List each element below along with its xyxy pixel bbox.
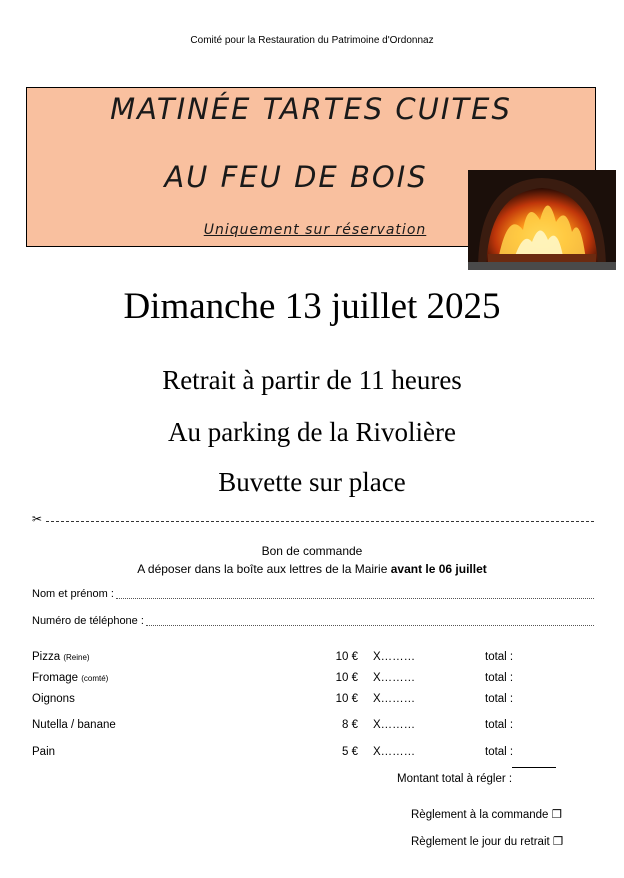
- scissors-icon: ✂: [32, 512, 43, 526]
- deadline-text: avant le 06 juillet: [390, 562, 487, 576]
- phone-field[interactable]: [32, 615, 594, 627]
- order-row-nutella: [32, 719, 572, 733]
- cut-line: [32, 514, 594, 528]
- item-qty[interactable]: X………: [373, 672, 416, 684]
- item-name: Oignons: [32, 693, 75, 705]
- phone-label: Numéro de téléphone :: [32, 615, 144, 627]
- order-row-pizza: [32, 651, 572, 665]
- item-price: 10 €: [335, 651, 358, 663]
- total-amount-label: Montant total à régler :: [397, 773, 513, 785]
- item-qty[interactable]: X………: [373, 693, 416, 705]
- item-price: 5 €: [342, 746, 358, 758]
- event-date: Dimanche 13 juillet 2025: [123, 286, 501, 327]
- item-price: 10 €: [335, 693, 358, 705]
- name-label: Nom et prénom :: [32, 588, 114, 600]
- dashed-divider: [46, 521, 594, 522]
- name-dots[interactable]: [116, 588, 594, 599]
- item-total[interactable]: total :: [485, 693, 514, 705]
- order-form-title: Bon de commande: [261, 544, 363, 558]
- item-qty[interactable]: X………: [373, 719, 416, 731]
- item-total[interactable]: total :: [485, 651, 514, 663]
- item-name: Nutella / banane: [32, 719, 116, 731]
- item-name: Fromage (comté): [32, 672, 109, 684]
- item-qty[interactable]: X………: [373, 651, 416, 663]
- item-price: 10 €: [335, 672, 358, 684]
- name-field[interactable]: [32, 588, 594, 600]
- organization-name: Comité pour la Restauration du Patrimoine d'Ordonnaz: [190, 35, 434, 46]
- total-underline: [512, 767, 556, 768]
- payment-on-order-checkbox[interactable]: Règlement à la commande ❐: [411, 809, 562, 821]
- item-total[interactable]: total :: [485, 672, 514, 684]
- item-total[interactable]: total :: [485, 719, 514, 731]
- payment-on-pickup-checkbox[interactable]: Règlement le jour du retrait ❐: [411, 836, 564, 848]
- banner-title-line2: AU FEU DE BOIS: [164, 160, 428, 194]
- pickup-time: Retrait à partir de 11 heures: [162, 365, 462, 395]
- instruction-text: A déposer dans la boîte aux lettres de la Mairie: [137, 562, 391, 576]
- item-name: Pain: [32, 746, 56, 758]
- order-row-oignons: [32, 693, 572, 707]
- item-qty[interactable]: X………: [373, 746, 416, 758]
- item-price: 8 €: [342, 719, 358, 731]
- banner-title-line1: MATINÉE TARTES CUITES: [110, 92, 512, 126]
- phone-dots[interactable]: [146, 615, 594, 626]
- pickup-location: Au parking de la Rivolière: [168, 417, 456, 447]
- banner-subtitle: Uniquement sur réservation: [203, 222, 427, 238]
- bar-info: Buvette sur place: [218, 467, 406, 497]
- order-row-pain: [32, 746, 572, 760]
- wood-fire-oven-image: [468, 170, 616, 270]
- item-total[interactable]: total :: [485, 746, 514, 758]
- item-name: Pizza (Reine): [32, 651, 90, 663]
- order-row-fromage: [32, 672, 572, 686]
- order-instruction: [0, 562, 624, 576]
